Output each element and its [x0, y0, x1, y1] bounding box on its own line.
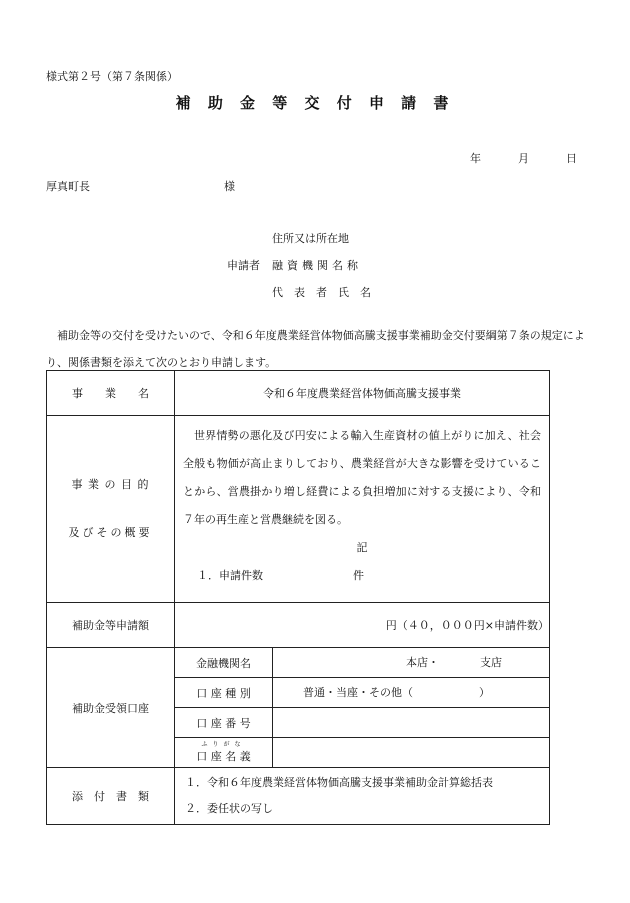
row-bank-name	[47, 648, 550, 678]
document-title: 補 助 金 等 交 付 申 請 書	[175, 94, 455, 112]
account-type-cell	[273, 678, 550, 708]
count-label: １．申請件数	[197, 569, 263, 582]
honorific: 様	[224, 180, 235, 193]
purpose-label-1: 事 業 の 目 的	[71, 478, 150, 491]
purpose-label-cell	[47, 416, 175, 603]
attach-item-2: ２．委任状の写し	[185, 802, 273, 815]
address-label: 住所又は所在地	[272, 232, 349, 245]
applicant-label: 申請者	[227, 259, 260, 272]
application-table	[46, 370, 550, 825]
account-holder-label-cell	[175, 738, 273, 768]
branch-main: 本店・	[406, 656, 439, 669]
amount-label: 補助金等申請額	[47, 603, 175, 648]
branch-sub: 支店	[480, 656, 502, 669]
ki-marker: 記	[356, 541, 368, 554]
intro-text: 補助金等の交付を受けたいので、令和６年度農業経営体物価高騰支援事業補助金交付要綱第７条の規定により、関係書類を添えて次のとおり申請します。	[46, 329, 585, 369]
institution-label: 融資機関名称	[272, 259, 362, 272]
business-name-label: 事 業 名	[47, 371, 175, 416]
bank-label: 補助金受領口座	[47, 648, 175, 768]
row-business-name	[47, 371, 550, 416]
representative-label: 代表者氏名	[272, 286, 382, 299]
attach-list	[175, 768, 550, 825]
bank-name-label: 金融機関名	[175, 648, 273, 678]
account-type-value: 普通・当座・その他（ ）	[303, 686, 490, 699]
purpose-content	[175, 416, 550, 603]
form-number: 様式第２号（第７条関係）	[46, 70, 178, 83]
count-line	[175, 562, 549, 590]
amount-value: 円（４０，０００円×申請件数）	[175, 603, 550, 648]
account-holder-label: 口 座 名 義	[196, 750, 251, 763]
account-holder-furigana: ふりがな	[201, 741, 246, 748]
row-attachments	[47, 768, 550, 825]
row-amount	[47, 603, 550, 648]
row-purpose	[47, 416, 550, 603]
count-unit: 件	[353, 569, 364, 582]
account-holder-value	[273, 738, 550, 768]
date-month: 月	[518, 152, 529, 165]
purpose-text: 世界情勢の悪化及び円安による輸入生産資材の値上がりに加え、社会全般も物価が高止まりしており、農業経営が大きな影響を受けていることから、営農掛かり増し経費による負担増加に対する支援により、令和７年の再生産と営農継続を図る。	[183, 429, 541, 526]
bank-name-value	[273, 648, 550, 678]
addressee: 厚真町長	[46, 180, 90, 193]
date-year: 年	[470, 152, 481, 165]
attach-item-1: １．令和６年度農業経営体物価高騰支援事業補助金計算総括表	[185, 776, 493, 789]
date-day: 日	[566, 152, 577, 165]
attach-label: 添 付 書 類	[47, 768, 175, 825]
purpose-label-2: 及びその概要	[68, 526, 153, 539]
account-type-label: 口 座 種 別	[175, 678, 273, 708]
business-name-value: 令和６年度農業経営体物価高騰支援事業	[175, 371, 550, 416]
account-number-value	[273, 708, 550, 738]
account-number-label: 口 座 番 号	[175, 708, 273, 738]
